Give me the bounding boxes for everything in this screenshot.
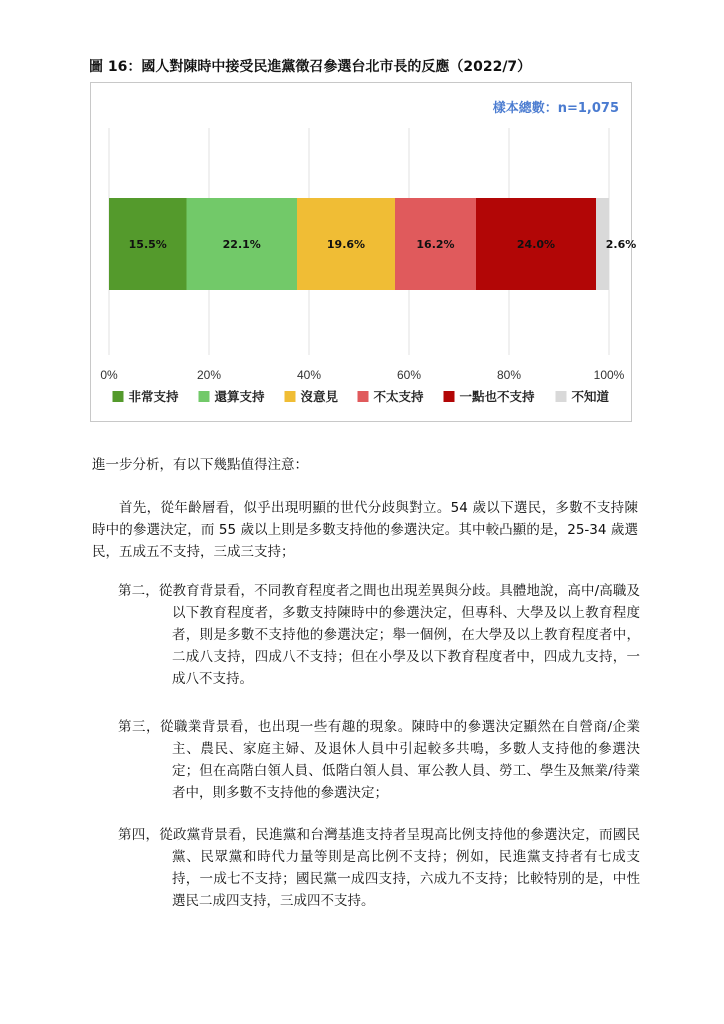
x-tick-label: 80%	[496, 368, 522, 382]
legend-swatch	[358, 391, 369, 402]
x-tick-label: 0%	[100, 368, 118, 382]
legend-label: 沒意見	[300, 389, 339, 404]
legend-label: 不知道	[571, 389, 610, 404]
x-tick-label: 20%	[196, 368, 222, 382]
data-label: 2.6%	[605, 238, 637, 251]
data-label: 19.6%	[326, 238, 366, 251]
legend-label: 還算支持	[214, 389, 265, 404]
analysis-lead: 進一步分析，有以下幾點值得注意：	[92, 457, 308, 473]
legend-label: 非常支持	[128, 389, 179, 404]
x-tick-label: 40%	[296, 368, 322, 382]
paragraph-occupation: 第三，從職業背景看，也出現一些有趣的現象。陳時中的參選決定顯然在自營商/企業主、農民、家庭主婦、及退休人員中引起較多共鳴，多數人支持他的參選決定；但在高階白領人員、低階白領人員、軍公教人員、勞工、學生及無業/待業者中，則多數不支持他的參選決定；	[118, 719, 640, 801]
x-tick-label: 60%	[396, 368, 422, 382]
stacked-bar-chart	[91, 83, 637, 423]
x-tick-label: 100%	[593, 368, 625, 382]
paragraph-age: 首先，從年齡層看，似乎出現明顯的世代分歧與對立。54 歲以下選民，多數不支持陳時中的參選決定，而 55 歲以上則是多數支持他的參選決定。其中較凸顯的是，25-34 歲選民，五成五不支持，三成三支持；	[92, 500, 638, 560]
chart-frame	[90, 82, 637, 422]
legend-swatch	[444, 391, 455, 402]
paragraph-education: 第二，從教育背景看，不同教育程度者之間也出現差異與分歧。具體地說，高中/高職及以下教育程度者，多數支持陳時中的參選決定，但專科、大學及以上教育程度者，則是多數不支持他的參選決定；舉一個例，在大學及以上教育程度者中，二成八支持，四成八不支持；但在小學及以下教育程度者中，四成九支持，一成八不支持。	[118, 583, 640, 687]
data-label: 24.0%	[516, 238, 556, 251]
data-label: 15.5%	[128, 238, 167, 251]
data-label: 16.2%	[416, 238, 455, 251]
figure-title: 圖 16：國人對陳時中接受民進黨徵召參選台北市長的反應（2022/7）	[89, 59, 532, 75]
legend-swatch	[113, 391, 124, 402]
sample-size-note: 樣本總數：n=1,075	[492, 101, 619, 116]
legend-swatch	[556, 391, 567, 402]
legend-label: 不太支持	[373, 389, 424, 404]
legend-label: 一點也不支持	[459, 389, 535, 404]
data-label: 22.1%	[222, 238, 261, 251]
legend-swatch	[285, 391, 296, 402]
legend-swatch	[199, 391, 210, 402]
paragraph-party: 第四，從政黨背景看，民進黨和台灣基進支持者呈現高比例支持他的參選決定，而國民黨、民眾黨和時代力量等則是高比例不支持；例如，民進黨支持者有七成支持，一成七不支持；國民黨一成四支持，六成九不支持；比較特別的是，中性選民二成四支持，三成四不支持。	[118, 827, 640, 909]
